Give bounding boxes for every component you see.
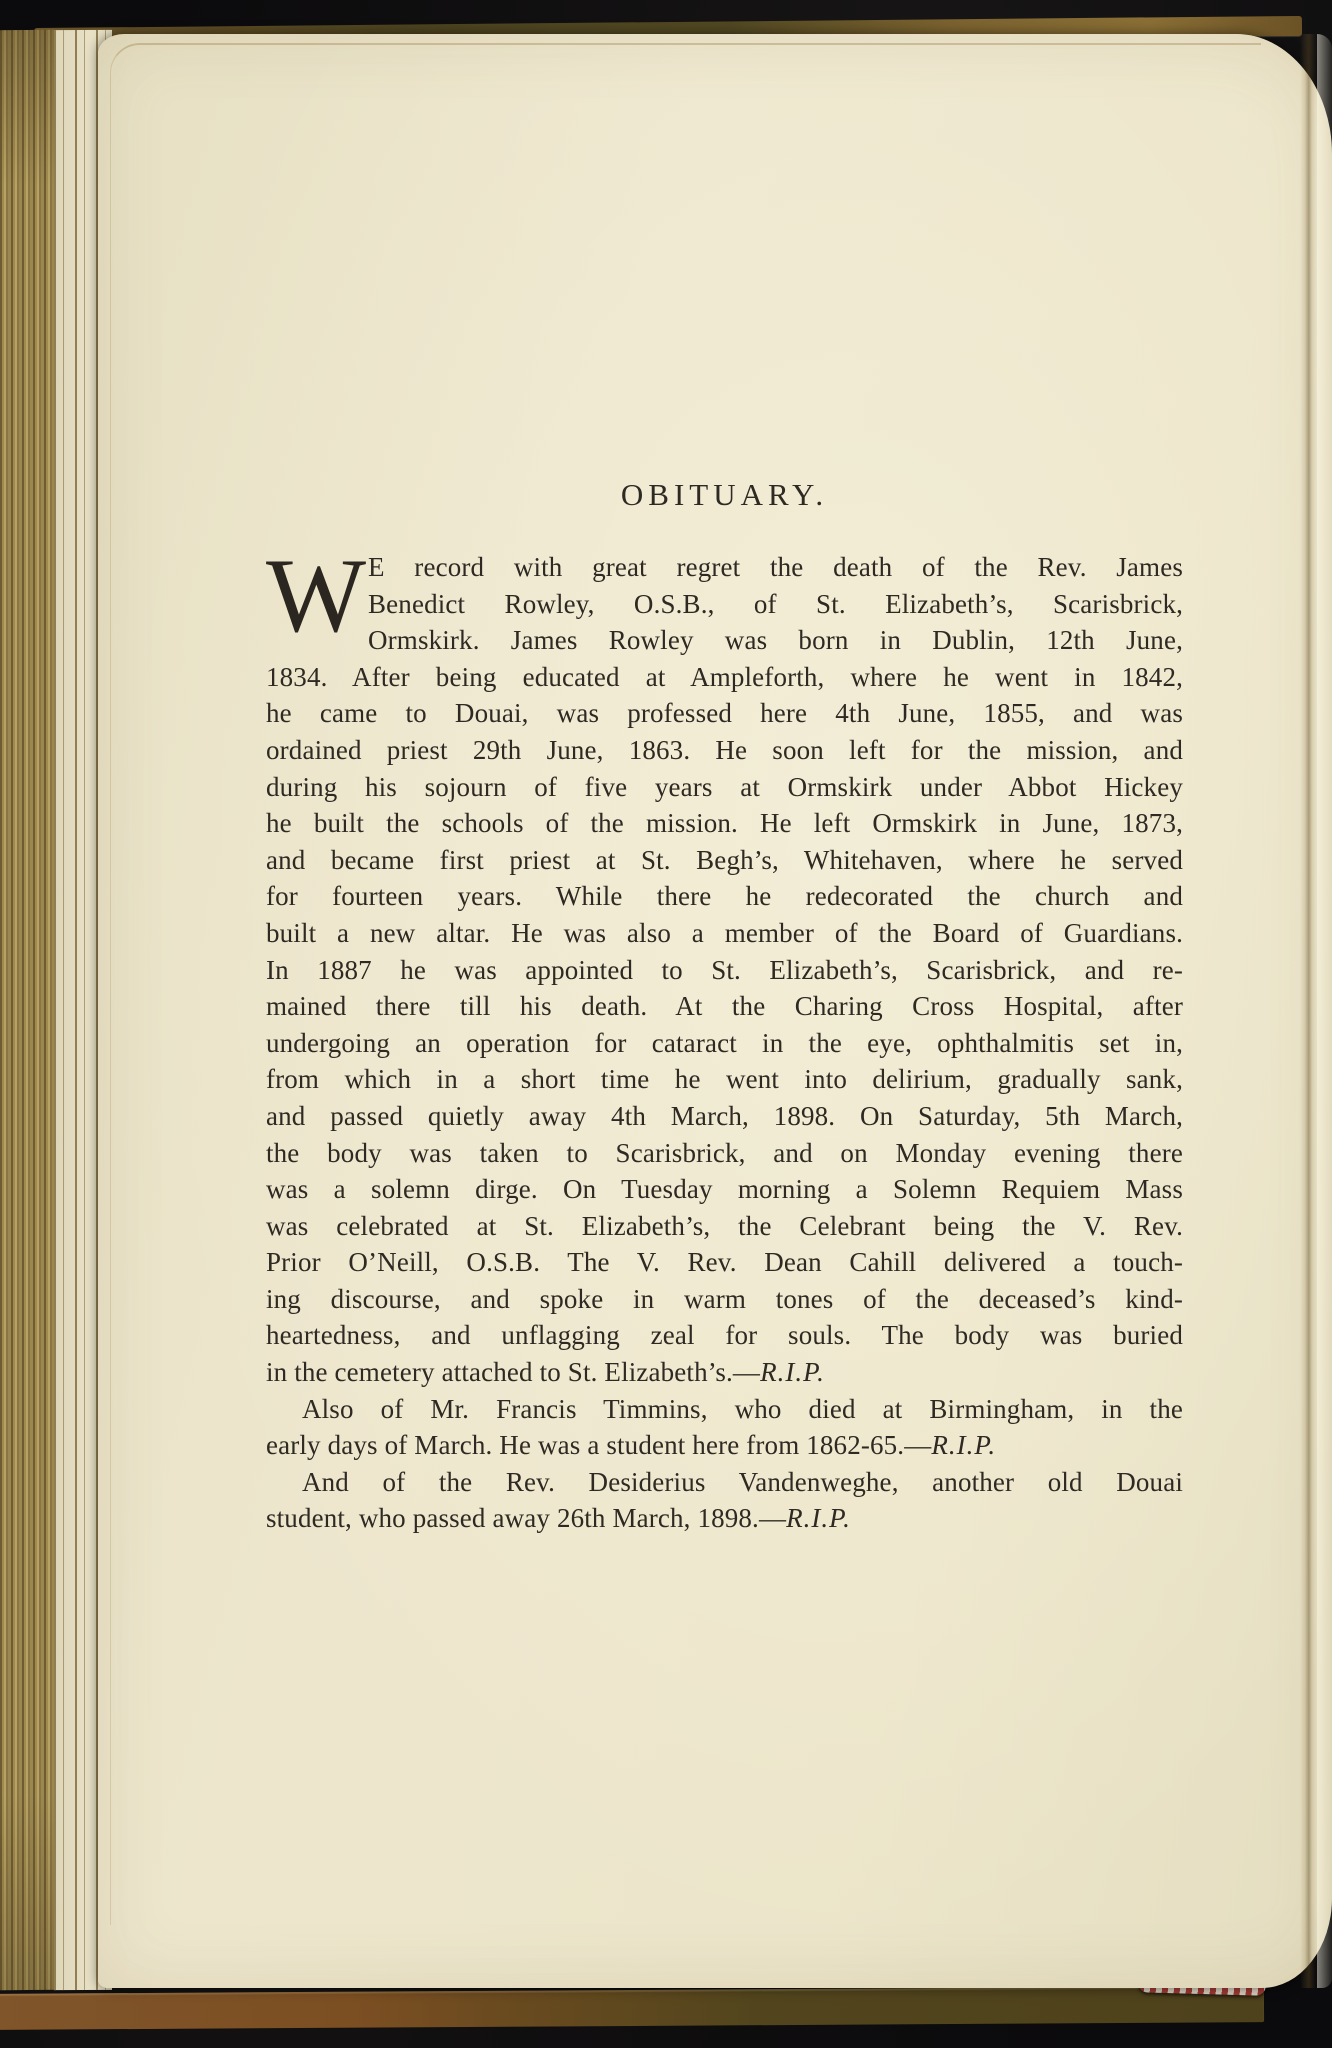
text-line: heartedness, and unflagging zeal for souls. The body was buried bbox=[266, 1320, 1183, 1351]
obituary-heading: OBITUARY. bbox=[620, 477, 829, 512]
gutter-page-roll bbox=[1317, 34, 1332, 1988]
text-line: ordained priest 29th June, 1863. He soon left for the mission, and bbox=[266, 734, 1183, 765]
text-line: and passed quietly away 4th March, 1898. On Saturday, 5th March, bbox=[266, 1100, 1183, 1131]
text-line: In 1887 he was appointed to St. Elizabeth’s, Scarisbrick, and re- bbox=[266, 954, 1183, 985]
drop-cap: W bbox=[266, 537, 367, 654]
text-line: he built the schools of the mission. He left Ormskirk in June, 1873, bbox=[266, 808, 1183, 839]
text-line: And of the Rev. Desiderius Vandenweghe, another old Douai bbox=[302, 1466, 1183, 1497]
text-line: the body was taken to Scarisbrick, and on Monday evening there bbox=[266, 1137, 1183, 1168]
text-line: Also of Mr. Francis Timmins, who died at Birmingham, in the bbox=[302, 1393, 1183, 1424]
page-stack-dense-edges bbox=[0, 30, 54, 1990]
book-page bbox=[98, 34, 1332, 1988]
text-line: from which in a short time he went into delirium, gradually sank, bbox=[266, 1064, 1183, 1095]
text-line: for fourteen years. While there he redecorated the church and bbox=[266, 881, 1183, 912]
text-line: student, who passed away 26th March, 1898.—R.I.P. bbox=[266, 1503, 851, 1534]
text-line: Ormskirk. James Rowley was born in Dublin, 12th June, bbox=[368, 625, 1183, 656]
text-line: was celebrated at St. Elizabeth’s, the Celebrant being the V. Rev. bbox=[266, 1210, 1183, 1241]
text-line: was a solemn dirge. On Tuesday morning a Solemn Requiem Mass bbox=[266, 1174, 1183, 1205]
text-line: mained there till his death. At the Charing Cross Hospital, after bbox=[266, 991, 1183, 1022]
text-line: and became first priest at St. Begh’s, Whitehaven, where he served bbox=[266, 844, 1183, 875]
text-line: undergoing an operation for cataract in the eye, ophthalmitis set in, bbox=[266, 1027, 1183, 1058]
page-content bbox=[266, 34, 1183, 1537]
text-line: Prior O’Neill, O.S.B. The V. Rev. Dean Cahill delivered a touch- bbox=[266, 1247, 1183, 1278]
gutter-crease bbox=[1300, 34, 1316, 1988]
text-line: early days of March. He was a student here from 1862-65.—R.I.P. bbox=[266, 1430, 997, 1461]
text-line: he came to Douai, was professed here 4th June, 1855, and was bbox=[266, 698, 1183, 729]
text-line: ing discourse, and spoke in warm tones of the deceased’s kind- bbox=[266, 1283, 1183, 1314]
text-line: in the cemetery attached to St. Elizabeth’s.—R.I.P. bbox=[266, 1357, 825, 1388]
paragraph bbox=[266, 1391, 1183, 1464]
text-line: 1834. After being educated at Ampleforth, where he went in 1842, bbox=[266, 661, 1183, 692]
text-line: E record with great regret the death of the Rev. James bbox=[368, 552, 1183, 582]
fore-edge-page-stack bbox=[0, 30, 112, 1990]
text-line: built a new altar. He was also a member of the Board of Guardians. bbox=[266, 917, 1183, 948]
text-line: Benedict Rowley, O.S.B., of St. Elizabeth’s, Scarisbrick, bbox=[368, 588, 1183, 619]
paragraph bbox=[266, 1464, 1183, 1537]
paragraph bbox=[266, 537, 1183, 1391]
body-text bbox=[266, 537, 1183, 1537]
text-line: during his sojourn of five years at Ormskirk under Abbot Hickey bbox=[266, 771, 1183, 802]
